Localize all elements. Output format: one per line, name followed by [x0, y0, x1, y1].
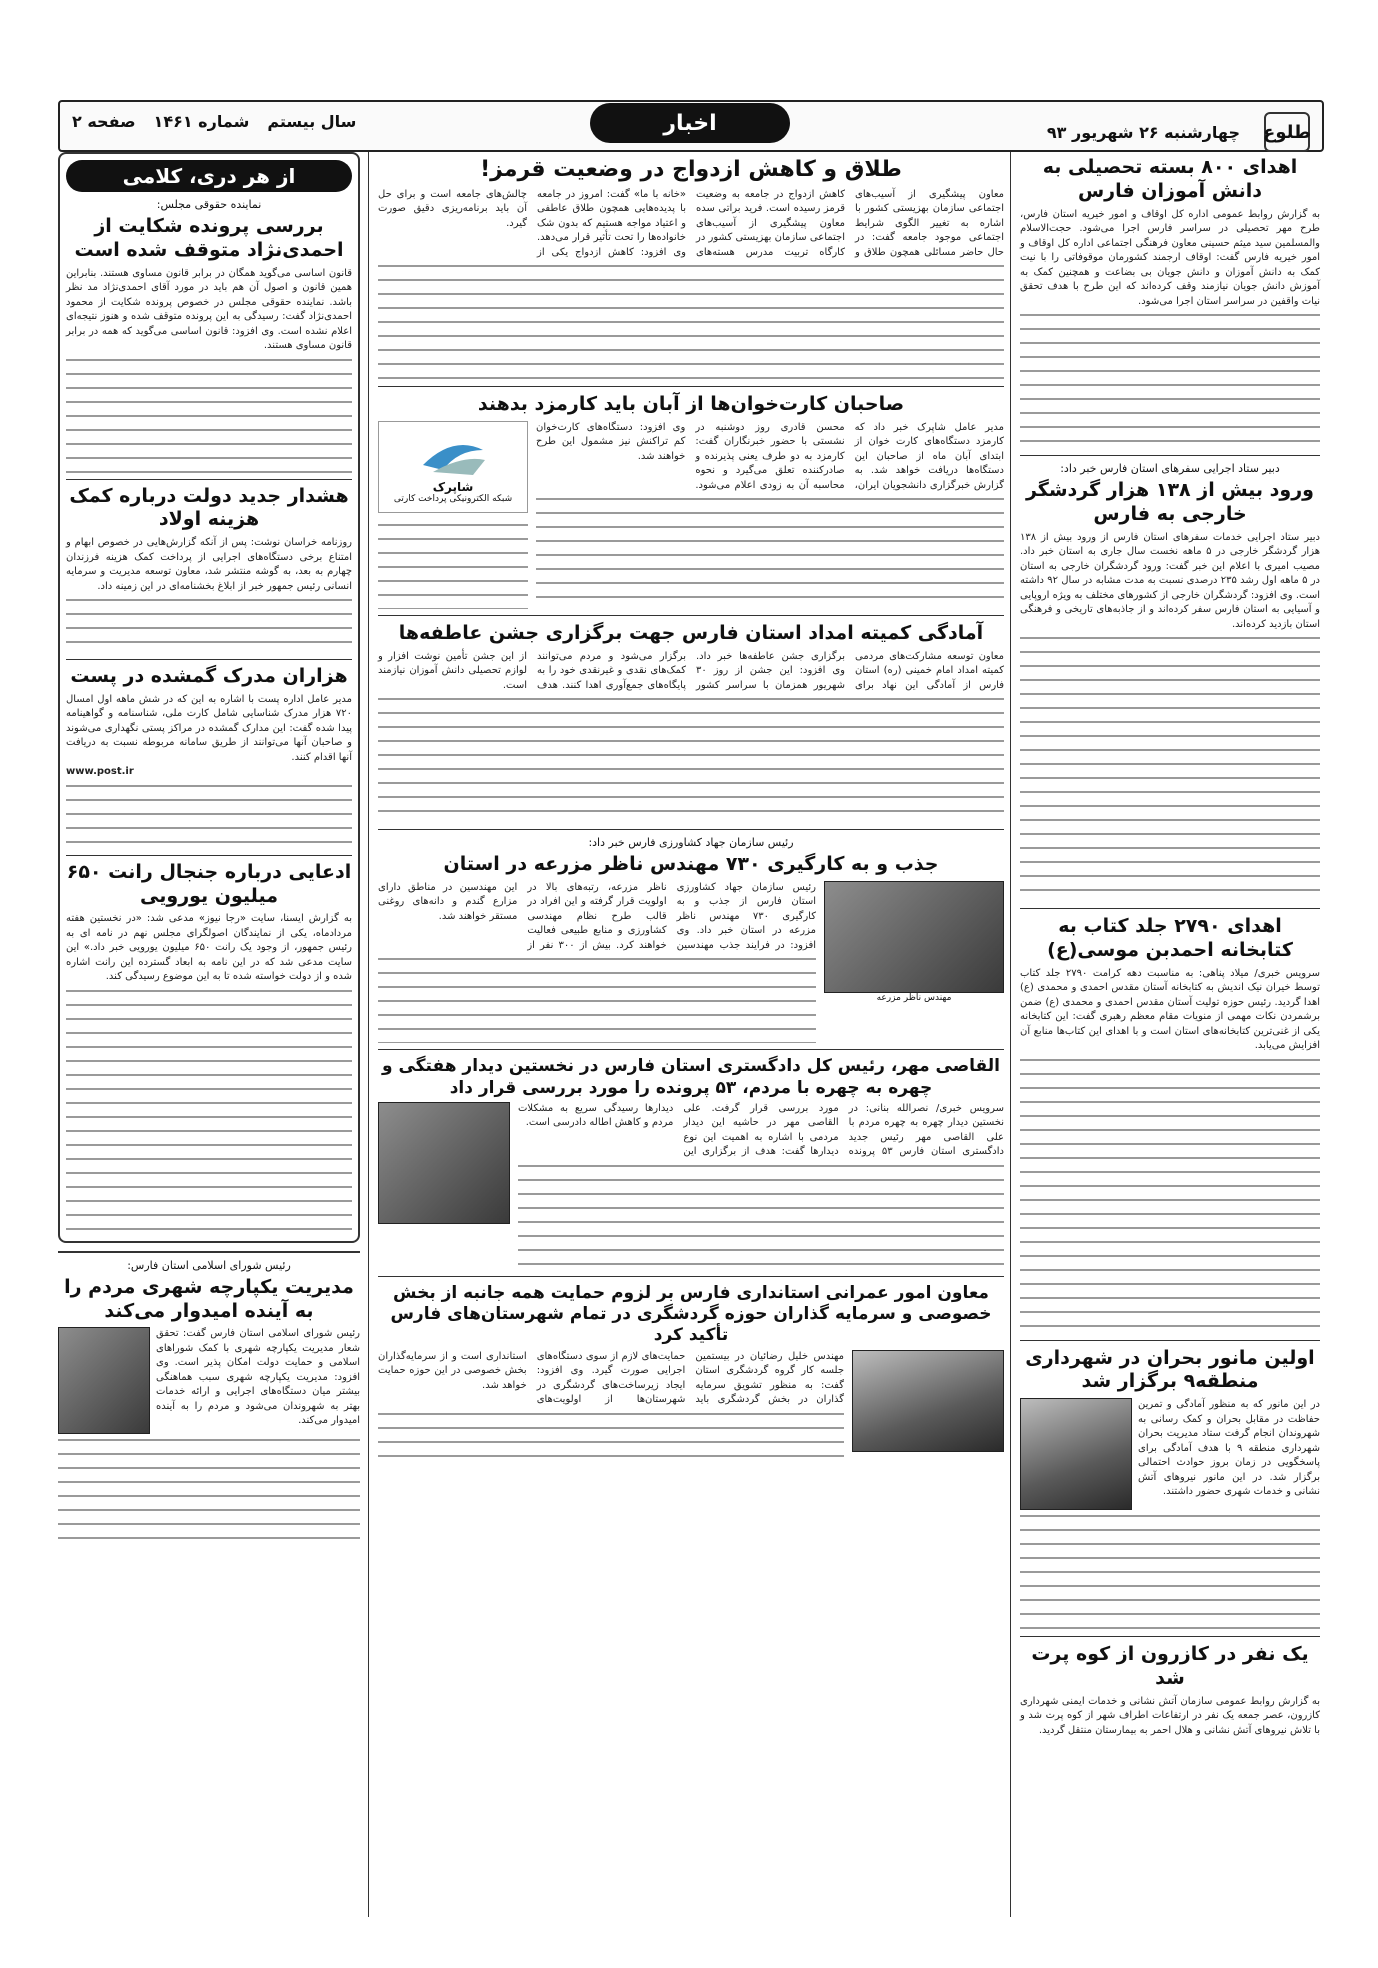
shaparak-body: مدیر عامل شاپرک خبر داد که کارمزد دستگاه‌های کارت خوان از ابتدای آبان ماه از صاحبان این دستگاه‌ها دریافت خواهد شد. به گزارش خبرگزاری دانشجویان ایران، محسن قادری روز دوشنبه در نشستی با حضور خبرنگاران گفت: کارمزد به دو طرف یعنی پذیرنده و صادرکننده تعلق می‌گیرد و نحوه محاسبه آن به زودی اعلام می‌شود. وی افزود: دستگاه‌های کارت‌خوان کم تراکنش نیز مشمول این طرح خواهند شد.	[536, 421, 1004, 491]
article-continuation	[66, 354, 352, 474]
omrani-continuation	[378, 1408, 844, 1468]
jahad-headline: جذب و به کارگیری ۷۳۰ مهندس ناظر مزرعه در استان	[443, 853, 939, 875]
lead-continuation	[378, 260, 1004, 380]
shaparak-logo	[378, 421, 528, 513]
emdad-body: معاون توسعه مشارکت‌های مردمی کمیته امداد امام خمینی (ره) استان فارس از آمادگی این نهاد برای برگزاری جشن عاطفه‌ها خبر داد. وی افزود: این جشن از روز ۳۰ شهریور همزمان با سراسر کشور برگزار می‌شود و مردم می‌توانند کمک‌های نقدی و غیرنقدی خود را به پایگاه‌های جمع‌آوری اهدا کنند. هدف از این جشن تأمین نوشت افزار و لوازم تحصیلی دانش آموزان نیازمند است.	[378, 650, 1004, 691]
kicker: نماینده حقوقی مجلس:	[156, 198, 262, 211]
article-body: به گزارش روابط عمومی سازمان آتش نشانی و خدمات ایمنی شهرداری کازرون، عصر جمعه یک نفر در ارتفاعات اطراف شهر از کوه پرت شد و با تلاش نیروهای آتش نشانی و هلال احمر به بیمارستان منتقل گردید.	[1020, 1695, 1320, 1736]
issue-number: شماره ۱۴۶۱	[153, 112, 250, 131]
right-column	[1020, 152, 1320, 1738]
headline-tourists: ورود بیش از ۱۳۸ هزار گردشگر خارجی به فارس	[1025, 479, 1314, 525]
dadgostari-headline: القاصی مهر، رئیس کل دادگستری استان فارس در نخستین دیدار هفتگی و چهره به چهره با مردم، ۵۳ پرونده را مورد بررسی قرار داد	[381, 1056, 1000, 1098]
dadgostari-body: سرویس خبری/ نصرالله بنانی: در نخستین دیدار چهره به چهره مردم با علی القاصی مهر رئیس جدید دادگستری استان فارس ۵۳ پرونده مورد بررسی قرار گرفت. علی القاصی مهر در حاشیه این دیدار مردمی با اشاره به اهمیت این نوع دیدارها گفت: هدف از برگزاری این دیدارها رسیدگی سریع به مشکلات مردم و کاهش اطاله دادرسی است.	[518, 1102, 1004, 1158]
article-continuation	[1020, 1510, 1320, 1630]
newspaper-logo: طلوع	[1264, 112, 1310, 152]
shaparak-side-text	[378, 519, 528, 609]
jahad-body: رئیس سازمان جهاد کشاورزی استان فارس از جذب و به کارگیری ۷۳۰ مهندس ناظر مزرعه در استان خبر داد. وی افزود: در فرایند جذب مهندسین ناظر مزرعه، رتبه‌های بالا در اولویت قرار گرفته و این افراد در قالب طرح نظام مهندسی کشاورزی و منابع طبیعی فعالیت خواهند کرد. بیش از ۳۰۰ نفر از این مهندسین در مناطق دارای مزارع گندم و دانه‌های روغنی مستقر خواهند شد.	[378, 881, 816, 951]
masthead-right	[1047, 112, 1310, 152]
masthead-left	[72, 112, 356, 131]
shaparak-logo-mark	[413, 430, 493, 480]
issue-date: چهارشنبه ۲۶ شهریور ۹۳	[1046, 122, 1240, 142]
headline-ahmadinejad: بررسی پرونده شکایت از احمدی‌نژاد متوقف شده است	[74, 215, 344, 261]
article-continuation	[1020, 632, 1320, 902]
column-title: از هر دری، کلامی	[66, 160, 352, 192]
headline-rent-claim: ادعایی درباره جنجال رانت ۶۵۰ میلیون یورویی	[66, 860, 352, 907]
article-body: به گزارش ایسنا، سایت «رجا نیوز» مدعی شد: «در نخستین هفته مردادماه، یکی از نمایندگان اصولگرای مجلس نهم در نامه ای به رئیس جمهور، از وجود یک رانت ۶۵۰ میلیون یورویی خبر داد.» این سایت مدعی شد که در این نامه به ابعاد گسترده این رانت اشاره شده و از دولت خواسته شده تا به این موضوع رسیدگی کند.	[66, 913, 352, 983]
column-rule-left	[368, 152, 369, 1917]
column-rule-right	[1010, 152, 1011, 1917]
shaparak-logo-name: شاپرک	[432, 479, 474, 494]
article-body: در این مانور که به منظور آمادگی و تمرین حفاظت در مقابل بحران و کمک رسانی به شهروندان انجام گرفت ستاد مدیریت بحران شهرداری منطقه ۹ با هدف آمادگی برای پاسخگویی در زمان بروز حوادث احتمالی برگزار شد. در این مانور نیروهای آتش نشانی و خدمات شهری حضور داشتند.	[1138, 1399, 1320, 1497]
dadgostari-continuation	[518, 1160, 1004, 1270]
article-continuation	[66, 594, 352, 654]
emdad-headline: آمادگی کمیته امداد استان فارس جهت برگزاری جشن عاطفه‌ها	[398, 621, 984, 644]
omrani-body: مهندس خلیل رضائیان در بیستمین جلسه کار گروه گردشگری استان گفت: به منظور تشویق سرمایه گذاران در بخش گردشگری باید حمایت‌های لازم از سوی دستگاه‌های اجرایی صورت گیرد. وی افزود: ایجاد زیرساخت‌های گردشگری در شهرستان‌ها از اولویت‌های استانداری است و از سرمایه‌گذاران بخش خصوصی در این حوزه حمایت خواهد شد.	[378, 1350, 844, 1405]
shaparak-logo-sub: شبکه الکترونیکی پرداخت کارتی	[393, 493, 513, 504]
council-article	[58, 1251, 360, 1545]
article-body: رئیس شورای اسلامی استان فارس گفت: تحقق شعار مدیریت یکپارچه شهری با کمک شوراهای اسلامی و حمایت دولت امکان پذیر است. وی افزود: مدیریت یکپارچه شهری سبب هماهنگی بیشتر میان دستگاه‌های اجرایی و ارائه خدمات بهتر به شهروندان می‌شود و مردم را به آینده امیدوار می‌کند.	[156, 1328, 360, 1427]
jahad-continuation	[378, 953, 816, 1043]
headline-lost-documents: هزاران مدرک گمشده در پست	[70, 665, 348, 687]
article-continuation	[1020, 309, 1320, 449]
section-label: اخبار	[590, 103, 790, 143]
dadgostari-photo	[378, 1102, 510, 1224]
year-label: سال بیستم	[267, 112, 357, 131]
headline-council: مدیریت یکپارچه شهری مردم را به آینده امیدوار می‌کند	[64, 1275, 354, 1322]
headline-books-800: اهدای ۸۰۰ بسته تحصیلی به دانش آموزان فارس	[1042, 156, 1298, 202]
lead-body: معاون پیشگیری از آسیب‌های اجتماعی سازمان بهزیستی کشور با اشاره به تغییر الگوی شرایط اجتماعی موجود جامعه گفت: در حال حاضر مسائلی همچون طلاق و کاهش ازدواج در جامعه به وضعیت قرمز رسیده است. فرید براتی سده معاون پیشگیری از آسیب‌های اجتماعی سازمان بهزیستی کشور در کارگاه تربیت مدرس هسته‌های «خانه با ما» گفت: امروز در جامعه با پدیده‌هایی همچون طلاق عاطفی و اعتیاد مواجه هستیم که بدون شک خانواده‌ها را تحت تأثیر قرار می‌دهد. وی افزود: کاهش ازدواج یکی از چالش‌های جامعه است و برای حل آن باید برنامه‌ریزی دقیق صورت گیرد.	[378, 188, 1004, 258]
left-column	[58, 152, 360, 1544]
kicker: دبیر ستاد اجرایی سفرهای استان فارس خبر داد:	[1060, 462, 1280, 475]
article-body: سرویس خبری/ میلاد پناهی: به مناسبت دهه کرامت ۲۷۹۰ جلد کتاب توسط خیران نیک اندیش به کتابخانه آستان مقدس احمدی و محمدی (ع) اهدا گردید. رئیس حوزه تولیت آستان مقدس احمدی و محمدی (ع) ضمن برشمردن نکات مهمی از منویات مقام معظم رهبری گفت: این کتابخانه یکی از غنی‌ترین کتابخانه‌های استان است و با اهدای این کتاب‌ها منابع آن افزایش می‌یابد.	[1020, 967, 1321, 1051]
lead-headline: طلاق و کاهش ازدواج در وضعیت قرمز!	[480, 157, 902, 182]
article-continuation	[1020, 1054, 1320, 1334]
shaparak-headline: صاحبان کارت‌خوان‌ها از آبان باید کارمزد بدهند	[477, 393, 905, 415]
kicker: رئیس شورای اسلامی استان فارس:	[127, 1258, 291, 1272]
crisis-drill-photo	[1020, 1398, 1132, 1510]
article-continuation	[66, 985, 352, 1235]
post-url: www.post.ir	[66, 766, 134, 778]
omrani-headline: معاون امور عمرانی استانداری فارس بر لزوم حمایت همه جانبه از بخش خصوصی و سرمایه گذاران حوزه گردشگری در تمام شهرستان‌های فارس تأکید کرد	[390, 1282, 992, 1346]
article-body: قانون اساسی می‌گوید همگان در برابر قانون مساوی هستند. بنابراین همین قانون و اصول آن هم باید در مورد آقای احمدی‌نژاد مد نظر باشد. نماینده حقوقی مجلس در خصوص پرونده شکایت از محمود احمدی‌نژاد گفت: رسیدگی به این پرونده متوقف شده و هنوز نتیجه‌ای اعلام نشده است. وی افزود: قانون اساسی می‌گوید که همه در برابر قانون مساوی هستند.	[66, 267, 352, 351]
headline-kazerun: یک نفر در کازرون از کوه پرت شد	[1031, 1643, 1309, 1689]
article-continuation	[66, 780, 352, 850]
article-body: به گزارش روابط عمومی اداره کل اوقاف و امور خیریه استان فارس، طرح مهر تحصیلی در سراسر فارس اجرا می‌شود. حجت‌الاسلام والمسلمین سید میثم حسینی معاون فرهنگی اجتماعی اداره کل اوقاف و امور خیریه فارس گفت: اوقاف ارجمند کشورمان موقوفاتی را با نیت کمک به دانش آموزان و دانش جویان بی بضاعت و همچنین کمک به آموزش دانش جویان نیازمند وقف کرده‌اند که این طرح با هدف تحقق نیات واقفین در سراسر استان اجرا می‌شود.	[1020, 208, 1320, 307]
jahad-photo-caption: مهندس ناظر مزرعه	[876, 992, 952, 1003]
emdad-continuation	[378, 693, 1004, 823]
article-body: مدیر عامل اداره پست با اشاره به این که در شش ماهه اول امسال ۷۲۰ هزار مدرک شناسایی شامل کارت ملی، شناسنامه و گواهینامه پیدا شده گفت: این مدارک گمشده در مراکز پستی نگهداری می‌شوند و صاحبان آنها می‌توانند از طریق سامانه مربوطه نسبت به دریافت آنها اقدام کنند.	[66, 693, 352, 763]
jahad-kicker: رئیس سازمان جهاد کشاورزی فارس خبر داد:	[588, 836, 794, 849]
column-box	[58, 152, 360, 1243]
article-body: روزنامه خراسان نوشت: پس از آنکه گزارش‌هایی در خصوص ابهام و امتناع برخی دستگاه‌های اجرایی از پرداخت کمک هزینه فرزندان چهارم به بعد، به گوشه منتشر شد، معاون توسعه مدیریت و سرمایه انسانی رئیس جمهور خبر از ابلاغ بخشنامه‌ای در این زمینه داد.	[66, 537, 352, 592]
shaparak-continuation	[536, 493, 1004, 603]
headline-crisis-drill: اولین مانور بحران در شهرداری منطقه۹ برگزار شد	[1025, 1346, 1315, 1393]
center-column	[378, 152, 1004, 1468]
headline-child-allowance: هشدار جدید دولت درباره کمک هزینه اولاد	[69, 484, 349, 531]
jahad-official-photo	[824, 881, 1004, 993]
page-number: صفحه ۲	[72, 112, 136, 131]
omrani-meeting-photo	[852, 1350, 1004, 1452]
article-body: دبیر ستاد اجرایی خدمات سفرهای استان فارس از ورود بیش از ۱۳۸ هزار گردشگر خارجی در ۵ ماهه نخست سال جاری به استان خبر داد. مصیب امیری با اعلام این خبر گفت: ورود گردشگران خارجی به استان در ۵ ماهه اول رشد ۲۳۵ درصدی نسبت به مدت مشابه در سال ۹۲ داشته است. وی افزود: گردشگران خارجی از کشورهای مختلف به ویژه اروپایی و آسیایی به استان فارس سفر کرده‌اند و از جاذبه‌های تاریخی و فرهنگی استان بازدید کرده‌اند.	[1020, 531, 1321, 630]
council-head-photo	[58, 1327, 150, 1434]
headline-books-2790: اهدای ۲۷۹۰ جلد کتاب به کتابخانه احمدبن موسی(ع)	[1047, 915, 1293, 961]
article-continuation	[58, 1434, 360, 1544]
